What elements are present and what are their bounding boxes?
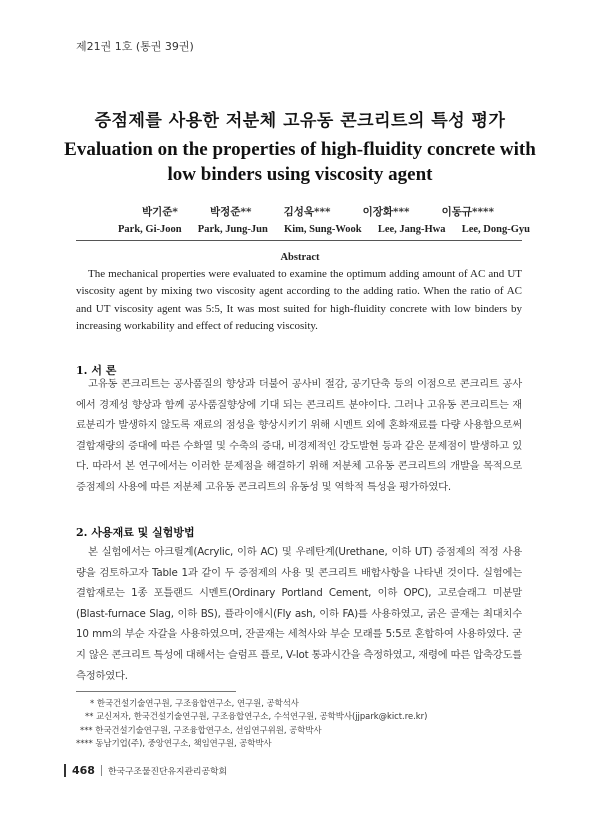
footer-separator xyxy=(101,765,102,776)
korean-title: 증점제를 사용한 저분체 고유동 콘크리트의 특성 평가 xyxy=(94,111,506,131)
author-english-names xyxy=(90,224,530,235)
footnote-divider xyxy=(76,691,236,692)
english-title: Evaluation on the properties of high-fluidity concrete with low binders using viscosity agent xyxy=(64,139,536,185)
section-1-body: 고유동 콘크리트는 공사품질의 향상과 더불어 공사비 절감, 공기단축 등의 이점으로 콘크리트 공사에서 경제성 향상과 함께 공사품질향상에 기대 되는 콘크리트 분야이다. 그러나 고유동 콘크리트는 재료분리가 발생하지 않도록 재료의 점성을 향상시키기 위해 시멘트 외에 혼화재료를 다량 사용함으로써 결합재량의 증대에 따른 수화열 및 수축의 증대, 비경제적인 강도발현 등과 같은 문제점이 발생하고 있다. 따라서 본 연구에서는 이러한 문제점을 해결하기 위해 저분체 고유동 콘크리트의 개발을 목적으로 증점제의 사용에 따른 저분체 고유동 콘크리트의 유동성 및 역학적 특성을 평가하였다. xyxy=(76,378,522,493)
author-ko: 이동규**** xyxy=(441,206,494,218)
author-en: Lee, Dong-Gyu xyxy=(461,224,530,235)
section-2-body: 본 실험에서는 아크릴계(Acrylic, 이하 AC) 및 우레탄계(Urethane, 이하 UT) 증점제의 적정 사용량을 검토하고자 Table 1과 같이 두 증점제의 사용 및 콘크리트 배합사항을 나타낸 것이다. 실험에는 결합재로는 1종 포틀랜드 시멘트(Ordinary Portland Cement, 이하 OPC), 고로슬래그 미분말(Blast-furnace Slag, 이하 BS), 플라이애시(Fly ash, 이하 FA)를 사용하였고, 굵은 골재는 최대치수 10 mm의 부순 자갈을 사용하였으며, 잔골재는 세척사와 부순 모래를 5:5로 혼합하여 사용하였다. 굳지 않은 콘크리트 특성에 대해서는 슬럼프 플로, V-lot 통과시간을 측정하였고, 재령에 따른 압축강도를 측정하였다. xyxy=(76,546,522,682)
author-en: Park, Gi-Joon xyxy=(118,224,182,235)
footnote: * 한국건설기술연구원, 구조융합연구소, 연구원, 공학석사 xyxy=(90,698,299,708)
footnote: **** 동남기업(주), 중앙연구소, 책임연구원, 공학박사 xyxy=(76,738,272,749)
author-ko: 박정준** xyxy=(210,206,252,218)
footnote: *** 한국건설기술연구원, 구조융합연구소, 선임연구위원, 공학박사 xyxy=(80,724,322,735)
abstract-text: The mechanical properties were evaluated to examine the optimum adding amount of AC and UT viscosity agent by mixing two viscosity agent according to the adding ratio. When the ratio of AC and UT viscosity agent was 5:5, It was most suited for high-fluidity concrete with low binders by increasing workability and effect of reducing viscosity. xyxy=(76,268,522,332)
footer-bar xyxy=(64,764,66,777)
journal-issue-header: 제21권 1호 (통권 39권) xyxy=(76,40,194,53)
section-2-heading: 2. 사용재료 및 실험방법 xyxy=(76,526,195,539)
society-name: 한국구조물진단유지관리공학회 xyxy=(107,767,227,777)
abstract-heading: Abstract xyxy=(280,252,320,263)
author-korean-names xyxy=(90,204,530,219)
author-en: Lee, Jang-Hwa xyxy=(377,224,446,235)
divider-line xyxy=(76,240,522,241)
page-number: 468 xyxy=(72,764,95,777)
author-ko: 이장화*** xyxy=(362,206,410,218)
page-footer xyxy=(64,764,227,777)
section-1-heading: 1. 서 론 xyxy=(76,364,117,377)
author-en: Kim, Sung-Wook xyxy=(284,224,362,235)
footnotes xyxy=(76,697,427,751)
author-ko: 김성욱*** xyxy=(283,206,331,218)
footnote: ** 교신저자, 한국건설기술연구원, 구조융합연구소, 수석연구원, 공학박사(jjpark@kict.re.kr) xyxy=(85,711,428,722)
author-en: Park, Jung-Jun xyxy=(197,224,268,235)
author-block xyxy=(90,204,530,235)
author-ko: 박기준* xyxy=(142,206,178,218)
